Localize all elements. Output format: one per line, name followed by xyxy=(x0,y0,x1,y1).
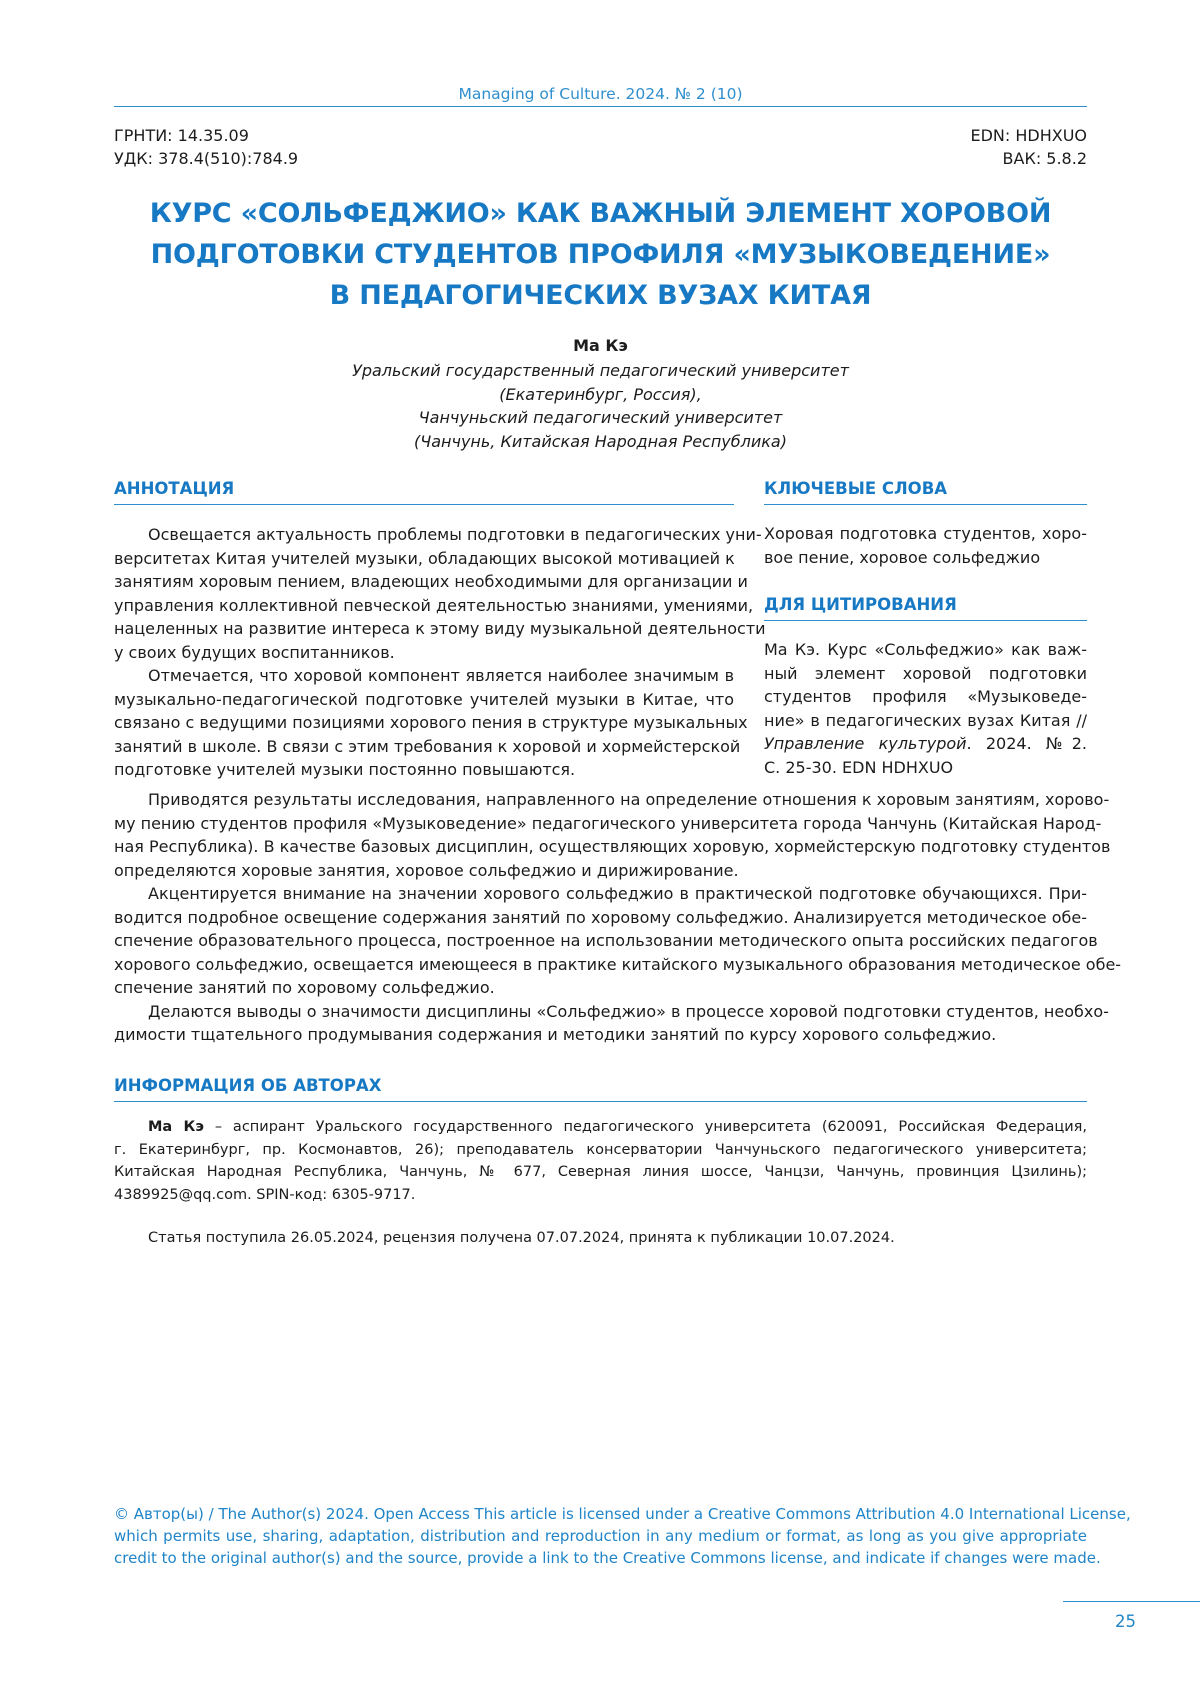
affiliation-line: (Чанчунь, Китайская Народная Республика) xyxy=(414,431,787,451)
affiliation-line: (Екатеринбург, Россия), xyxy=(499,384,702,404)
title-line: КУРС «СОЛЬФЕДЖИО» КАК ВАЖНЫЙ ЭЛЕМЕНТ ХОРОВОЙ xyxy=(149,198,1052,229)
annotation-text-wide xyxy=(114,788,1122,1047)
annotation-line: нацеленных на развитие интереса к этому виду музыкальной деятельности xyxy=(114,619,766,638)
authors-info-line: г. Екатеринбург, пр. Космонавтов, 26); преподаватель консерватории Чанчуньского педагогического университета; xyxy=(114,1141,1087,1158)
citation-line xyxy=(764,732,1087,756)
keywords-text xyxy=(764,522,1087,569)
edn-code: EDN: HDHXUO xyxy=(970,126,1087,145)
citation-rule xyxy=(764,620,1087,621)
annotation-line: водится подробное освещение содержания занятий по хоровому сольфеджио. Анализируется методическое обе- xyxy=(114,907,1087,927)
vak-code: ВАК: 5.8.2 xyxy=(1002,149,1087,168)
annotation-line: связано с ведущими позициями хорового пения в структуре музыкальных xyxy=(114,713,748,732)
udk-code: УДК: 378.4(510):784.9 xyxy=(114,149,299,168)
annotation-line: спечение образовательного процесса, построенное на использовании методического опыта российских педагогов xyxy=(114,931,1098,950)
citation-heading: ДЛЯ ЦИТИРОВАНИЯ xyxy=(764,595,957,614)
license-line: which permits use, sharing, adaptation, distribution and reproduction in any medium or format, as long as you give appropriate xyxy=(114,1527,1087,1545)
article-dates: Статья поступила 26.05.2024, рецензия получена 07.07.2024, принята к публикации 10.07.2024. xyxy=(148,1230,895,1246)
citation-line: ние» в педагогических вузах Китая // xyxy=(764,710,1087,730)
article-title xyxy=(114,193,1087,316)
annotation-rule xyxy=(114,504,734,505)
annotation-line: Акцентируется внимание на значении хорового сольфеджио в практической подготовке обучающихся. При- xyxy=(148,884,1087,903)
page-number: 25 xyxy=(1115,1612,1136,1631)
footer-rule xyxy=(1063,1601,1200,1602)
authors-info-heading: ИНФОРМАЦИЯ ОБ АВТОРАХ xyxy=(114,1076,382,1095)
author-affiliation xyxy=(114,359,1087,453)
annotation-line: определяются хоровые занятия, хоровое сольфеджио и дирижирование. xyxy=(114,860,739,880)
grnti-code: ГРНТИ: 14.35.09 xyxy=(114,126,249,145)
citation-line: Ма Кэ. Курс «Сольфеджио» как важ- xyxy=(764,640,1087,659)
title-line: В ПЕДАГОГИЧЕСКИХ ВУЗАХ КИТАЯ xyxy=(329,280,872,311)
annotation-line: занятий в школе. В связи с этим требования к хоровой и хормейстерской xyxy=(114,736,741,756)
citation-line: С. 25-30. EDN HDHXUO xyxy=(764,757,954,777)
annotation-heading: АННОТАЦИЯ xyxy=(114,479,235,498)
annotation-line: подготовке учителей музыки постоянно повышаются. xyxy=(114,760,576,779)
annotation-line: Приводятся результаты исследования, направленного на определение отношения к хоровым занятиям, хорово- xyxy=(148,790,1110,809)
license-line: © Автор(ы) / The Author(s) 2024. Open Access This article is licensed under a Creative Commons Attribution 4.0 International License, xyxy=(114,1505,1131,1523)
keywords-heading: КЛЮЧЕВЫЕ СЛОВА xyxy=(764,479,948,498)
annotation-text-narrow xyxy=(114,523,766,782)
citation-text xyxy=(764,638,1087,779)
annotation-line: Освещается актуальность проблемы подготовки в педагогических уни- xyxy=(148,525,762,544)
annotation-line: хорового сольфеджио, освещается имеющееся в практике китайского музыкального образования методическое обе- xyxy=(114,954,1122,974)
annotation-line: Делаются выводы о значимости дисциплины «Сольфеджио» в процессе хоровой подготовки студентов, необхо- xyxy=(148,1001,1109,1021)
annotation-line: димости тщательного продумывания содержания и методики занятий по курсу хорового сольфеджио. xyxy=(114,1025,997,1044)
keywords-line: вое пение, хоровое сольфеджио xyxy=(764,547,1041,567)
license-notice xyxy=(114,1503,1131,1569)
annotation-line: управления коллективной певческой деятельностью знаниями, умениями, xyxy=(114,595,754,615)
license-line: credit to the original author(s) and the source, provide a link to the Creative Commons license, and indicate if changes were made. xyxy=(114,1549,1101,1567)
annotation-line: му пению студентов профиля «Музыковедение» педагогического университета города Чанчунь (Китайская Народ- xyxy=(114,813,1102,833)
authors-info-rule xyxy=(114,1101,1087,1102)
annotation-line: ная Республика). В качестве базовых дисциплин, осуществляющих хоровую, хормейстерскую подготовку студентов xyxy=(114,837,1111,856)
citation-line: студентов профиля «Музыковеде- xyxy=(764,687,1087,706)
citation-line: ный элемент хоровой подготовки xyxy=(764,663,1087,683)
authors-info-line: Китайская Народная Республика, Чанчунь, № 677, Северная линия шоссе, Чанцзи, Чанчунь, провинция Цзилинь); xyxy=(114,1164,1087,1180)
annotation-line: занятиям хоровым пением, владеющих необходимыми для организации и xyxy=(114,572,748,591)
authors-info-line xyxy=(114,1116,1087,1139)
author-name: Ма Кэ xyxy=(573,336,628,355)
affiliation-line: Уральский государственный педагогический университет xyxy=(352,361,849,380)
authors-info-name: Ма Кэ xyxy=(148,1119,204,1135)
classification-codes-right xyxy=(970,124,1087,170)
title-line: ПОДГОТОВКИ СТУДЕНТОВ ПРОФИЛЯ «МУЗЫКОВЕДЕНИЕ» xyxy=(150,239,1051,270)
citation-journal-name: Управление культурой xyxy=(764,734,967,753)
authors-info-description: – аспирант Уральского государственного педагогического университета (620091, Российская Федерация, xyxy=(203,1119,1087,1135)
authors-info-text xyxy=(114,1116,1087,1206)
annotation-line: музыкально-педагогической подготовке учителей музыки в Китае, что xyxy=(114,689,734,709)
classification-codes-left xyxy=(114,124,298,170)
keywords-line: Хоровая подготовка студентов, хоро- xyxy=(764,524,1087,543)
annotation-line: верситетах Китая учителей музыки, обладающих высокой мотивацией к xyxy=(114,548,735,568)
annotation-line: у своих будущих воспитанников. xyxy=(114,642,395,662)
keywords-rule xyxy=(764,504,1087,505)
running-head: Managing of Culture. 2024. № 2 (10) xyxy=(458,85,743,103)
running-head-rule xyxy=(114,106,1087,107)
annotation-line: спечение занятий по хоровому сольфеджио. xyxy=(114,978,495,997)
authors-info-line: 4389925@qq.com. SPIN-код: 6305-9717. xyxy=(114,1186,416,1203)
affiliation-line: Чанчуньский педагогический университет xyxy=(418,408,783,427)
annotation-line: Отмечается, что хоровой компонент является наиболее значимым в xyxy=(148,666,734,685)
citation-journal-issue: . 2024. №2. xyxy=(966,734,1087,753)
